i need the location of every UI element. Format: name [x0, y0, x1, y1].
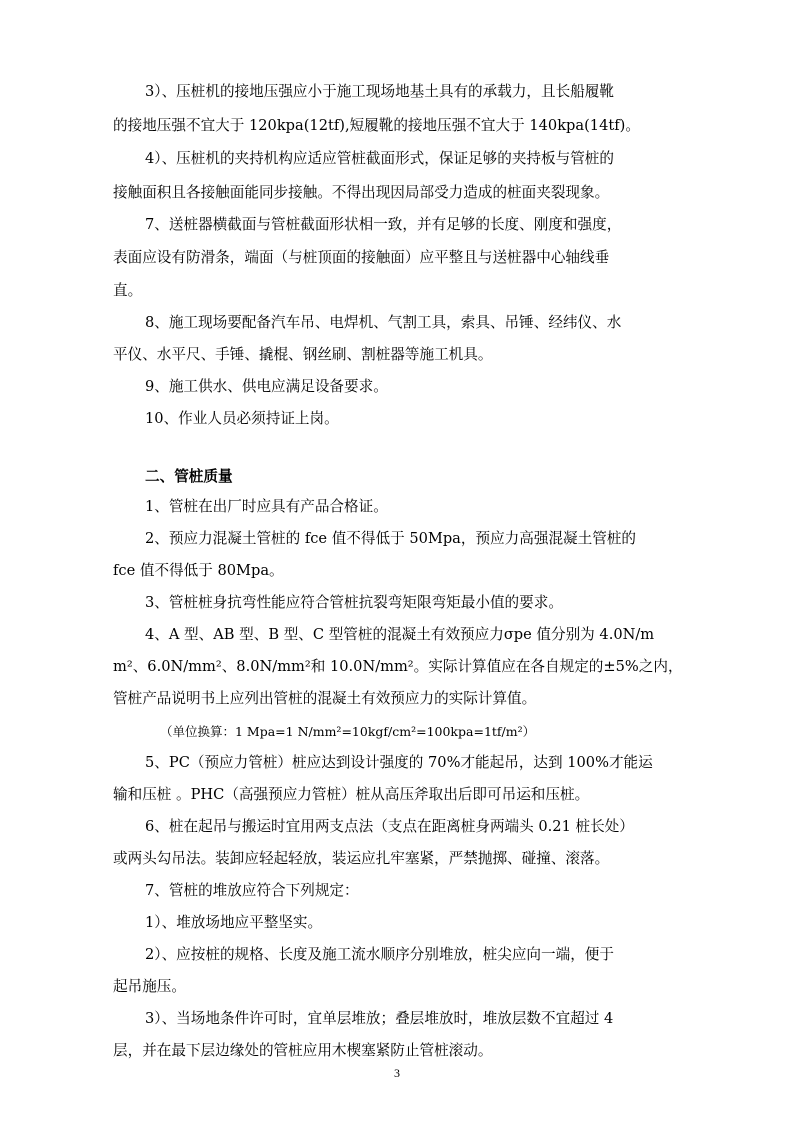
paragraph-line: 管桩产品说明书上应列出管桩的混凝土有效预应力的实际计算值。	[113, 690, 537, 707]
paragraph-line: 输和压桩 。PHC（高强预应力管桩）桩从高压斧取出后即可吊运和压桩。	[113, 786, 590, 803]
paragraph-line: 2）、应按桩的规格、长度及施工流水顺序分别堆放，桩尖应向一端，便于	[145, 946, 614, 963]
paragraph-line: 9、施工供水、供电应满足设备要求。	[145, 378, 388, 395]
paragraph-line: 的接地压强不宜大于 120kpa(12tf),短履靴的接地压强不宜大于 140kpa(14tf)。	[113, 117, 640, 134]
paragraph-line: 1、管桩在出厂时应具有产品合格证。	[145, 498, 388, 515]
paragraph-line: 3）、当场地条件许可时，宜单层堆放；叠层堆放时，堆放层数不宜超过 4	[145, 1010, 614, 1027]
paragraph-line: 2、预应力混凝土管桩的 fce 值不得低于 50Mpa，预应力高强混凝土管桩的	[145, 530, 637, 547]
paragraph-line: 表面应设有防滑条，端面（与桩顶面的接触面）应平整且与送桩器中心轴线垂	[113, 249, 610, 266]
paragraph-line: 或两头勾吊法。装卸应轻起轻放，装运应扎牢塞紧，严禁抛掷、碰撞、滚落。	[113, 850, 610, 867]
paragraph-line: 7、送桩器横截面与管桩截面形状相一致，并有足够的长度、刚度和强度，	[145, 216, 622, 233]
paragraph-line: 6、桩在起吊与搬运时宜用两支点法（支点在距离桩身两端头 0.21 桩长处）	[145, 818, 634, 835]
paragraph-line: 4、A 型、AB 型、B 型、C 型管桩的混凝土有效预应力σpe 值分别为 4.0N/m	[145, 626, 655, 643]
paragraph-line: fce 值不得低于 80Mpa。	[113, 562, 284, 579]
paragraph-line: 层，并在最下层边缘处的管桩应用木楔塞紧防止管桩滚动。	[113, 1042, 493, 1059]
paragraph-line: 平仪、水平尺、手锤、撬棍、钢丝刷、割桩器等施工机具。	[113, 346, 493, 363]
paragraph-line: 3）、压桩机的接地压强应小于施工现场地基土具有的承载力，且长船履靴	[145, 83, 614, 100]
section-heading: 二、管桩质量	[145, 468, 233, 485]
unit-conversion-note: （单位换算：1 Mpa=1 N/mm²=10kgf/cm²=100kpa=1tf/m²）	[160, 724, 536, 739]
paragraph-line: 10、作业人员必须持证上岗。	[145, 410, 339, 427]
paragraph-line: 3、管桩桩身抗弯性能应符合管桩抗裂弯矩限弯矩最小值的要求。	[145, 594, 563, 611]
paragraph-line: 4）、压桩机的夹持机构应适应管桩截面形式，保证足够的夹持板与管桩的	[145, 150, 614, 167]
paragraph-line: 直。	[113, 282, 143, 299]
page-number: 3	[394, 1066, 400, 1080]
paragraph-line: m²、6.0N/mm²、8.0N/mm²和 10.0N/mm²。实际计算值应在各自规定的±5%之内，	[113, 658, 683, 675]
paragraph-line: 1）、堆放场地应平整坚实。	[145, 914, 323, 931]
paragraph-line: 8、施工现场要配备汽车吊、电焊机、气割工具，索具、吊锤、经纬仪、水	[145, 314, 622, 331]
paragraph-line: 起吊施压。	[113, 978, 186, 995]
paragraph-line: 5、PC（预应力管桩）桩应达到设计强度的 70%才能起吊，达到 100%才能运	[145, 754, 653, 771]
paragraph-line: 7、管桩的堆放应符合下列规定：	[145, 882, 359, 899]
paragraph-line: 接触面积且各接触面能同步接触。不得出现因局部受力造成的桩面夹裂现象。	[113, 184, 610, 201]
